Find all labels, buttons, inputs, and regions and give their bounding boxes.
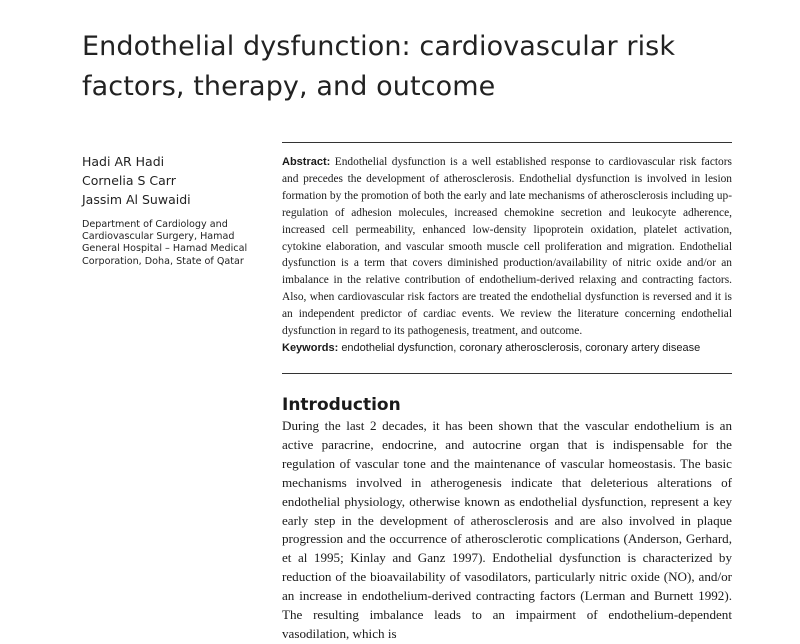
- abstract-block: [282, 154, 732, 357]
- keywords-line: [282, 340, 732, 357]
- section-heading: Introduction: [282, 395, 401, 415]
- abstract-label: Abstract:: [282, 156, 331, 168]
- abstract-paragraph: [282, 154, 732, 340]
- keywords-text: endothelial dysfunction, coronary atherosclerosis, coronary artery disease: [341, 341, 701, 354]
- author-name: Cornelia S Carr: [82, 173, 176, 188]
- author-name: Hadi AR Hadi: [82, 154, 165, 169]
- abstract-top-divider: [282, 142, 732, 143]
- author-name: Jassim Al Suwaidi: [82, 192, 191, 207]
- intro-paragraph: During the last 2 decades, it has been shown that the vascular endothelium is an active paracrine, endocrine, and autocrine organ that is indispensable for the regulation of vascular tone and the maintenance of vascular homeostasis. The basic mechanisms involved in atherogenesis indicate that deleterious alterations of endothelial physiology, otherwise known as endothelial dysfunction, represent a key early step in the development of atherosclerosis and are also involved in plaque progression and the occurrence of atherosclerotic complications (Anderson, Gerhard, et al 1995; Kinlay and Ganz 1997). Endothelial dysfunction is characterized by reduction of the bioavailability of vasodilators, particularly nitric oxide (NO), and/or an increase in endothelium-derived contracting factors (Lerman and Burnett 1992). The resulting imbalance leads to an impairment of endothelium-dependent vasodilation, which is: [282, 418, 732, 641]
- abstract-bottom-divider: [282, 373, 732, 374]
- abstract-text: Endothelial dysfunction is a well established response to cardiovascular risk factors and precedes the development of atherosclerosis. Endothelial dysfunction is involved in lesion formation by the promotion of both the early and late mechanisms of atherosclerosis including up-regulation of adhesion molecules, increased chemokine secretion and leukocyte adherence, increased cell permeability, enhanced low-density lipoprotein oxidation, platelet activation, cytokine elaboration, and vascular smooth muscle cell proliferation and migration. Endothelial dysfunction is a term that covers diminished production/availability of nitric oxide and/or an imbalance in the relative contribution of endothelium-derived relaxing and contracting factors. Also, when cardiovascular risk factors are treated the endothelial dysfunction is reversed and it is an independent predictor of cardiac events. We review the literature concerning endothelial dysfunction in regard to its pathogenesis, treatment, and outcome.: [282, 156, 732, 338]
- author-affiliation: Department of Cardiology and Cardiovascular Surgery, Hamad General Hospital – Hamad Medical Corporation, Doha, State of Qatar: [82, 219, 248, 267]
- author-list: [82, 152, 267, 209]
- paper-title: Endothelial dysfunction: cardiovascular risk factors, therapy, and outcome: [82, 31, 676, 102]
- keywords-label: Keywords:: [282, 341, 339, 354]
